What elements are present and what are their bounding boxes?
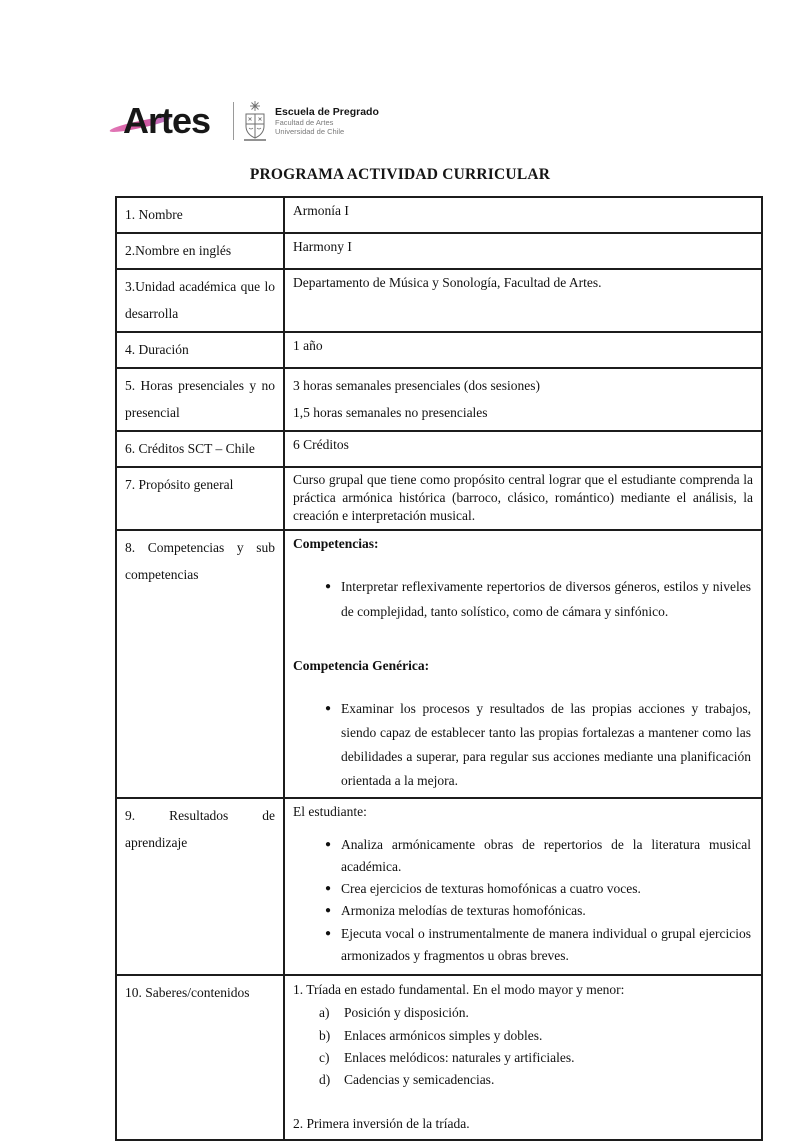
lettered-marker: c) xyxy=(319,1050,330,1066)
bullet-item xyxy=(293,923,753,967)
bullet-icon: ● xyxy=(324,927,332,939)
hours-line-presencial: 3 horas semanales presenciales (dos sesiones) xyxy=(293,378,541,393)
lettered-text: Enlaces armónicos simples y dobles. xyxy=(344,1027,543,1043)
table-row-horas xyxy=(116,368,762,431)
table-row-unidad-academica xyxy=(116,269,762,332)
school-name: Escuela de Pregrado xyxy=(275,106,379,118)
bullet-icon: ● xyxy=(324,883,332,895)
section-heading: Competencias: xyxy=(293,536,379,552)
bullet-text: Ejecuta vocal o instrumentalmente de manera individual o grupal ejercicios armonizados y fragmentos u obras breves. xyxy=(341,925,751,963)
row-value xyxy=(284,530,762,798)
artes-logo xyxy=(123,97,223,145)
row-label: 4. Duración xyxy=(116,332,284,368)
table-row-proposito xyxy=(116,467,762,530)
bullet-text: Crea ejercicios de texturas homofónicas a cuatro voces. xyxy=(341,881,641,897)
bullet-text: Examinar los procesos y resultados de las propias acciones y trabajos, siendo capaz de establecer tanto las propias fortalezas a mantener como las debilidades a superar, para regular sus acciones mediante una planificación orientada a la mejora. xyxy=(341,700,751,788)
lettered-item xyxy=(293,1069,753,1091)
bullet-text: Armoniza melodías de texturas homofónicas. xyxy=(341,903,586,919)
lettered-marker: b) xyxy=(319,1027,331,1043)
row-label: 2.Nombre en inglés xyxy=(116,233,284,269)
row-label: 8. Competencias y sub competencias xyxy=(116,530,284,798)
row-value: 1 año xyxy=(284,332,762,368)
bullet-list xyxy=(293,575,753,623)
bullet-list xyxy=(293,697,753,793)
bullet-list xyxy=(293,834,753,967)
bullet-icon: ● xyxy=(324,702,332,714)
bullet-icon: ● xyxy=(324,905,332,917)
results-intro: El estudiante: xyxy=(293,803,367,819)
table-row-resultados xyxy=(116,798,762,975)
faculty-name: Facultad de Artes xyxy=(275,118,334,127)
row-label: 1. Nombre xyxy=(116,197,284,233)
row-value xyxy=(284,798,762,975)
table-row-nombre xyxy=(116,197,762,233)
row-value: 6 Créditos xyxy=(284,431,762,467)
table-row-nombre-ingles xyxy=(116,233,762,269)
lettered-item xyxy=(293,1025,753,1047)
table-row-creditos xyxy=(116,431,762,467)
bullet-item xyxy=(293,575,753,623)
lettered-marker: a) xyxy=(319,1005,330,1021)
row-value: Armonía I xyxy=(284,197,762,233)
bullet-icon: ● xyxy=(324,581,332,593)
page-title: PROGRAMA ACTIVIDAD CURRICULAR xyxy=(249,166,551,183)
hours-line-no-presencial: 1,5 horas semanales no presenciales xyxy=(293,405,488,420)
bullet-text: Analiza armónicamente obras de repertorios de la literatura musical académica. xyxy=(341,837,751,875)
row-value: Departamento de Música y Sonología, Facultad de Artes. xyxy=(284,269,762,332)
table-row-saberes xyxy=(116,975,762,1140)
lettered-list xyxy=(293,1002,753,1092)
lettered-text: Cadencias y semicadencias. xyxy=(344,1072,495,1088)
row-label: 6. Créditos SCT – Chile xyxy=(116,431,284,467)
row-value: Harmony I xyxy=(284,233,762,269)
lettered-text: Posición y disposición. xyxy=(344,1005,469,1021)
logo-divider xyxy=(233,102,234,140)
lettered-marker: d) xyxy=(319,1072,331,1088)
lettered-item xyxy=(293,1047,753,1069)
lettered-text: Enlaces melódicos: naturales y artificiales. xyxy=(344,1050,575,1066)
logo-text-block xyxy=(275,106,379,136)
row-label: 7. Propósito general xyxy=(116,467,284,530)
bullet-item xyxy=(293,697,753,793)
table-row-duracion xyxy=(116,332,762,368)
university-name: Universidad de Chile xyxy=(275,127,345,136)
artes-wordmark: Artes xyxy=(123,100,211,141)
row-label: 5. Horas presenciales y no presencial xyxy=(116,368,284,431)
bullet-icon: ● xyxy=(324,839,332,851)
curriculum-table xyxy=(115,196,763,1141)
row-value: Curso grupal que tiene como propósito central lograr que el estudiante comprenda la práctica armónica histórica (barroco, clásico, romántico) mediante el análisis, la creación e interpretación musical. xyxy=(284,467,762,530)
row-label: 9. Resultados de aprendizaje xyxy=(116,798,284,975)
bullet-item xyxy=(293,878,753,900)
bullet-text: Interpretar reflexivamente repertorios de diversos géneros, estilos y niveles de complejidad, tanto solístico, como de cámara y sinfónico. xyxy=(341,579,751,619)
content-item-1: 1. Tríada en estado fundamental. En el modo mayor y menor: xyxy=(293,981,625,997)
lettered-item xyxy=(293,1002,753,1024)
bullet-item xyxy=(293,900,753,922)
section-heading: Competencia Genérica: xyxy=(293,657,430,673)
bullet-item xyxy=(293,834,753,878)
row-label: 3.Unidad académica que lo desarrolla xyxy=(116,269,284,332)
row-value xyxy=(284,975,762,1140)
universidad-de-chile-crest-icon xyxy=(242,100,268,142)
row-label: 10. Saberes/contenidos xyxy=(116,975,284,1140)
table-row-competencias xyxy=(116,530,762,798)
row-value xyxy=(284,368,762,431)
content-item-2: 2. Primera inversión de la tríada. xyxy=(293,1115,470,1131)
header-logo xyxy=(123,96,379,146)
